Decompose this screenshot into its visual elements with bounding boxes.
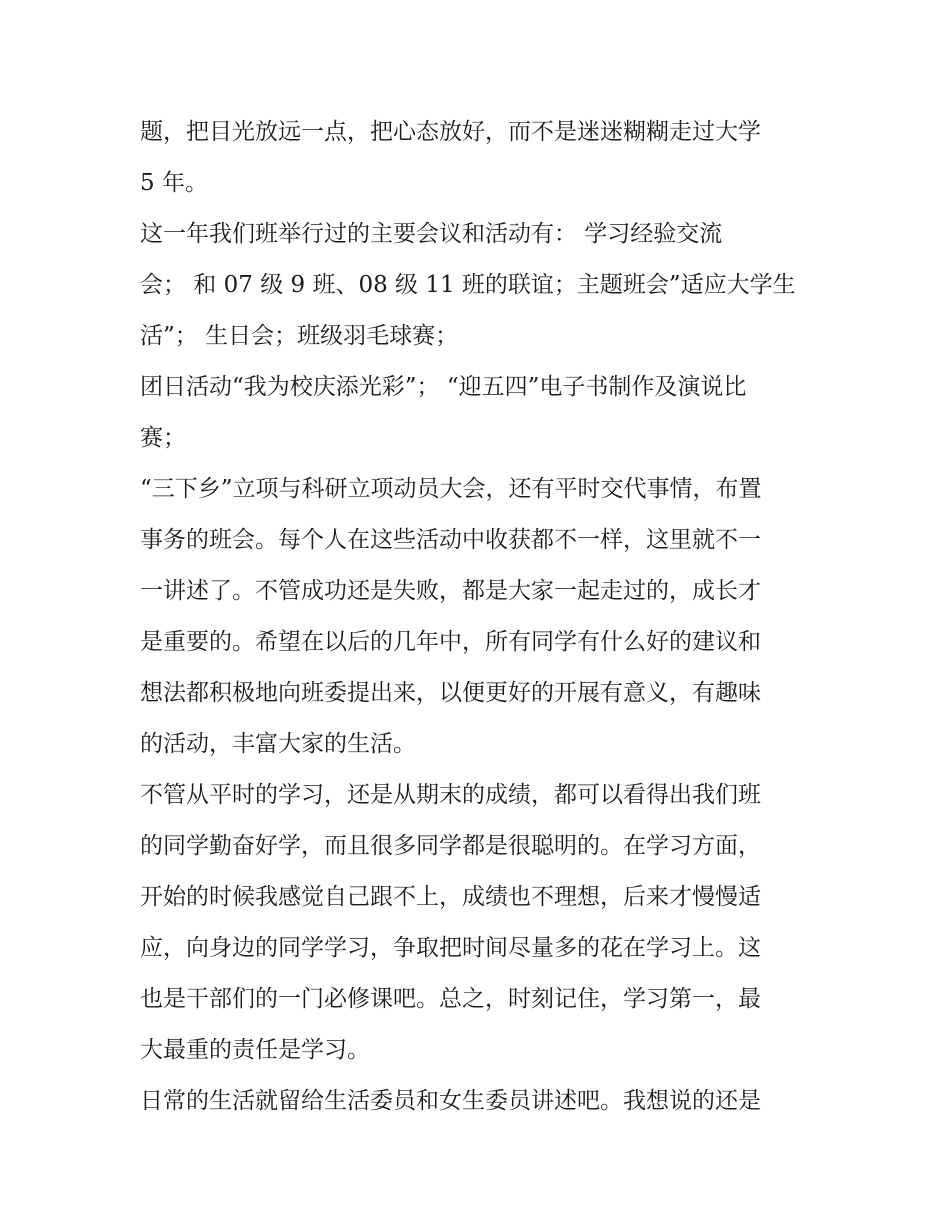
text-line: 开始的时候我感觉自己跟不上，成绩也不理想，后来才慢慢适 [140,884,761,910]
text-line: 活”； 生日会；班级羽毛球赛； [140,323,459,349]
text-line: 是重要的。希望在以后的几年中，所有同学有什么好的建议和 [140,629,761,655]
text-line: 5 年。 [140,170,208,196]
text-line: 团日活动“我为校庆添光彩”； “迎五四”电子书制作及演说比 [140,374,747,400]
text-line: 会； 和 07 级 9 班、08 级 11 班的联谊；主题班会”适应大学生 [140,272,796,298]
text-line: 日常的生活就留给生活委员和女生委员讲述吧。我想说的还是 [140,1088,761,1114]
text-line: 一讲述了。不管成功还是失败，都是大家一起走过的，成长才 [140,578,761,604]
text-line: 不管从平时的学习，还是从期末的成绩，都可以看得出我们班 [140,782,761,808]
text-line: 想法都积极地向班委提出来，以便更好的开展有意义，有趣味 [140,680,761,706]
text-line: 这一年我们班举行过的主要会议和活动有： 学习经验交流 [140,221,723,247]
text-line: 大最重的责任是学习。 [140,1037,370,1063]
text-line: 赛； [140,425,186,451]
text-line: 也是干部们的一门必修课吧。总之，时刻记住，学习第一，最 [140,986,761,1012]
text-line: 的活动，丰富大家的生活。 [140,731,416,757]
text-line: 题，把目光放远一点，把心态放好，而不是迷迷糊糊走过大学 [140,119,761,145]
text-line: “三下乡”立项与科研立项动员大会，还有平时交代事情，布置 [140,476,762,502]
body-text [140,107,820,1127]
text-line: 事务的班会。每个人在这些活动中收获都不一样，这里就不一 [140,527,761,553]
text-line: 应，向身边的同学学习，争取把时间尽量多的花在学习上。这 [140,935,761,961]
text-line: 的同学勤奋好学，而且很多同学都是很聪明的。在学习方面， [140,833,761,859]
